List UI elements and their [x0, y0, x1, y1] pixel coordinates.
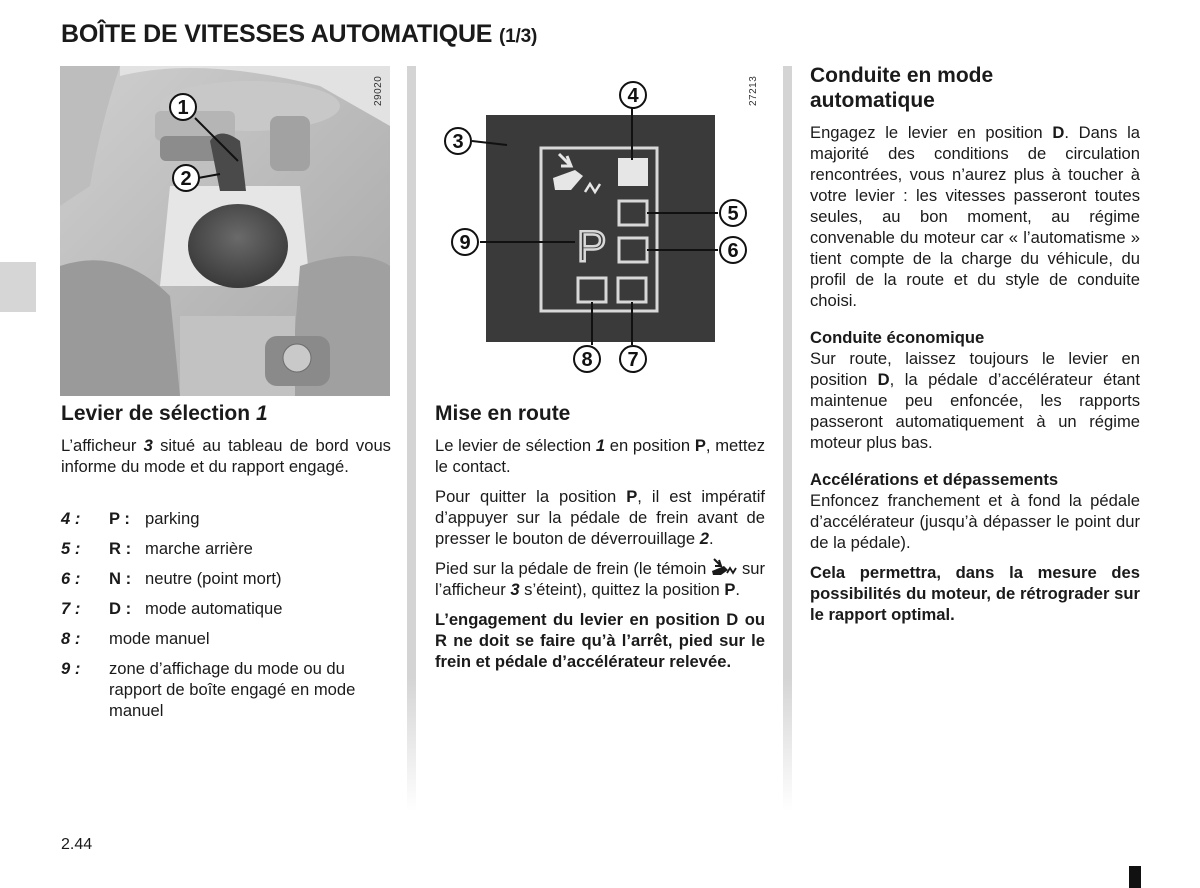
eco-paragraph: Sur route, laissez toujours le levier en position D, la pédale d’accélérateur étant maintenue peu enfoncée, les rapports passeront automatiquement à un régime moteur plus bas. — [810, 349, 1141, 452]
middle-warning: L’engagement du levier en position D ou R ne doit se faire qu’à l’arrêt, pied sur le frein et pédale d’accélérateur relevée. — [435, 610, 765, 671]
photo-reference: 29020 — [373, 75, 384, 106]
middle-heading: Mise en route — [435, 402, 571, 425]
legend-list — [61, 508, 391, 730]
right-heading: Conduite en mode automatique — [810, 64, 994, 112]
middle-text — [435, 435, 765, 672]
right-text — [810, 122, 1140, 625]
legend-item: 8 : mode manuel — [61, 629, 210, 648]
diagram-reference: 27213 — [748, 75, 759, 106]
svg-text:P: P — [577, 222, 607, 271]
column-separator-2 — [783, 66, 792, 811]
legend-item: 7 : D : mode automatique — [61, 599, 283, 618]
left-intro: L’afficheur 3 situé au tableau de bord vous informe du mode et du rapport engagé. — [61, 436, 391, 476]
page-title — [61, 20, 537, 49]
svg-text:2: 2 — [180, 168, 192, 190]
accel-heading: Accélérations et dépassements — [810, 470, 1059, 489]
svg-text:1: 1 — [177, 97, 189, 119]
middle-paragraph-3: Pied sur la pédale de frein (le témoin sur l’afficheur 3 s’éteint), quittez la position P. — [435, 559, 765, 599]
column-separator-1 — [407, 66, 416, 811]
svg-text:9: 9 — [459, 232, 471, 254]
svg-text:6: 6 — [727, 240, 739, 262]
section-tab — [0, 262, 36, 312]
title-main: BOÎTE DE VITESSES AUTOMATIQUE — [61, 20, 493, 48]
svg-text:3: 3 — [452, 131, 464, 153]
legend-item: 9 : zone d’affichage du mode ou du rapport de boîte engagé en mode manuel — [61, 659, 356, 720]
middle-paragraph-1: Le levier de sélection 1 en position P, mettez le contact. — [435, 436, 765, 476]
eco-heading: Conduite économique — [810, 328, 985, 347]
legend-item: 6 : N : neutre (point mort) — [61, 569, 282, 588]
brake-warning-icon — [711, 558, 737, 576]
svg-text:4: 4 — [627, 85, 639, 107]
svg-text:8: 8 — [581, 349, 593, 371]
legend-item: 5 : R : marche arrière — [61, 539, 253, 558]
display-diagram — [435, 66, 765, 386]
title-part: (1/3) — [499, 26, 538, 47]
svg-text:5: 5 — [727, 203, 739, 225]
right-paragraph-1: Engagez le levier en position D. Dans la majorité des conditions de circulation rencontrées, vous n’aurez plus à toucher à votre levier : les vitesses passeront toutes seules, au bon moment, au régime convenable du moteur car « l’automatisme » tient compte de la charge du véhicule, du profil de la route et du style de conduite choisi. — [810, 123, 1141, 310]
accel-paragraph: Enfoncez franchement et à fond la pédale d’accélérateur (jusqu’à dépasser le point dur de la pédale). — [810, 491, 1140, 552]
middle-paragraph-2: Pour quitter la position P, il est impératif d’appuyer sur la pédale de frein avant de presser le bouton de déverrouillage 2. — [435, 487, 765, 548]
legend-item: 4 : P : parking — [61, 509, 200, 528]
gear-lever-photo — [60, 66, 390, 396]
right-bold-note: Cela permettra, dans la mesure des possibilités du moteur, de rétrograder sur le rapport optimal. — [810, 563, 1140, 624]
page-marker — [1129, 866, 1141, 888]
page-number: 2.44 — [61, 836, 93, 853]
svg-text:7: 7 — [627, 349, 639, 371]
left-heading: Levier de sélection 1 — [61, 402, 268, 425]
